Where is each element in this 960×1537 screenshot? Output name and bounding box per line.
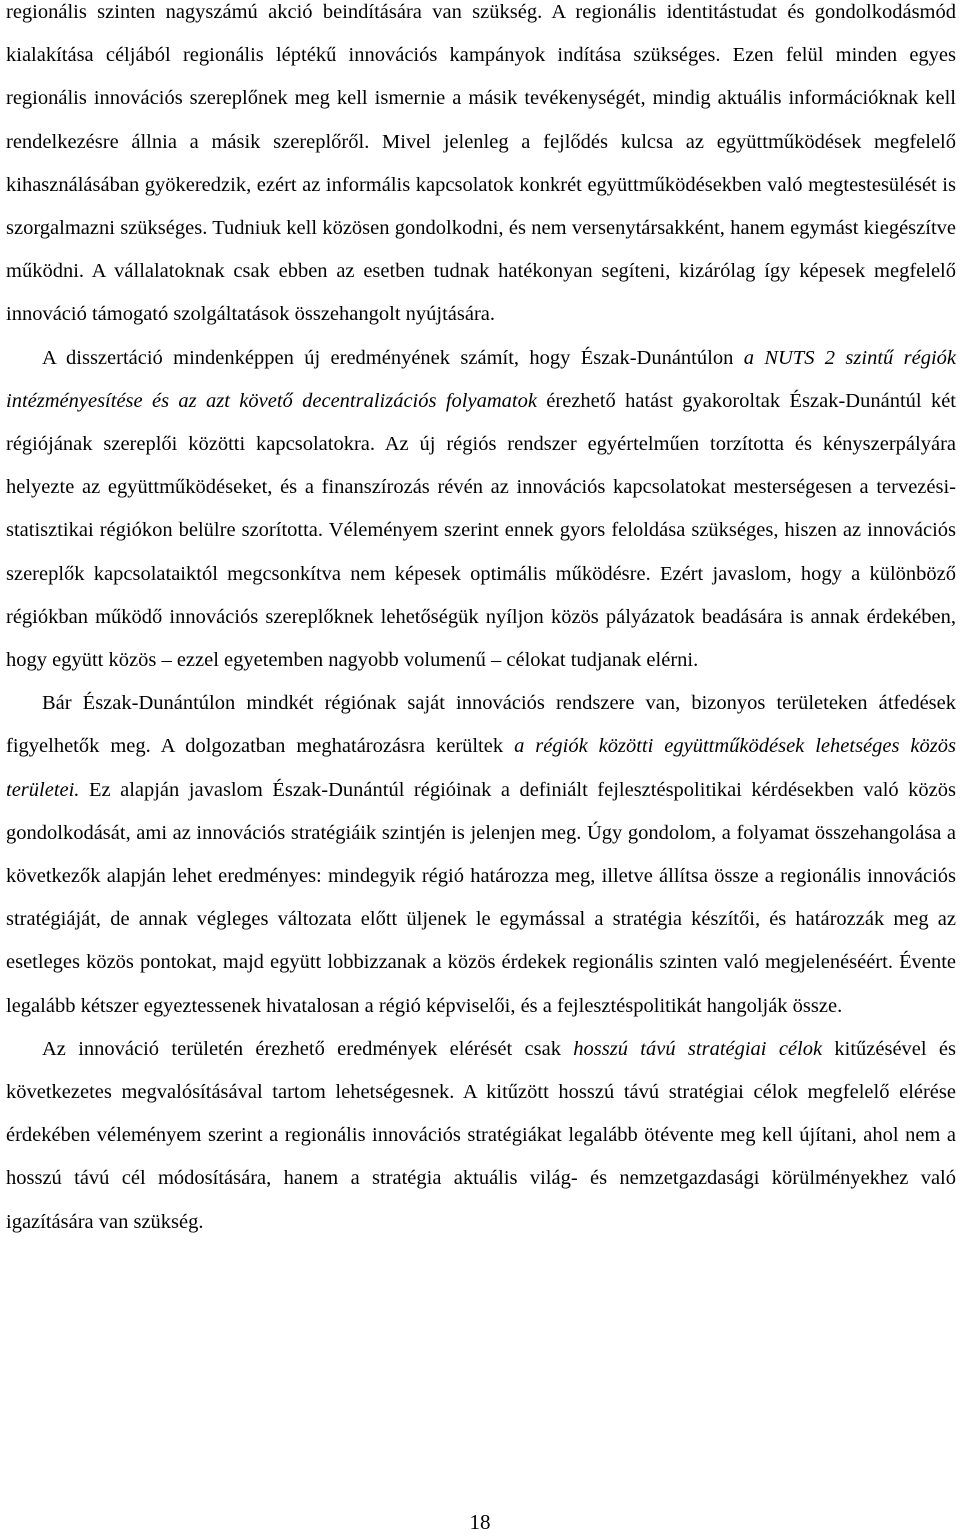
document-body <box>6 0 956 1244</box>
paragraph-3-text-b: Ez alapján javaslom Észak-Dunántúl régióinak a definiált fejlesztéspolitikai kérdésekben való közös gondolkodását, ami az innovációs stratégiáik szintjén is jelenjen meg. Úgy gondolom, a folyamat összehangolása a következők alapján lehet eredményes: mindegyik régió határozza meg, illetve állítsa össze a regionális innovációs stratégiáját, de annak végleges változata előtt üljenek le egymással a stratégia készítői, és határozzák meg az esetleges közös pontokat, majd együtt lobbizzanak a közös érdekek regionális szinten való megjelenéséért. Évente legalább kétszer egyeztessenek hivatalosan a régió képviselői, és a fejlesztéspolitikát hangolják össze. <box>6 778 956 1017</box>
paragraph-2-text-b: érezhető hatást gyakoroltak Észak-Dunántúl két régiójának szereplői közötti kapcsolatokra. Az új régiós rendszer egyértelműen torzította és kényszerpályára helyezte az együttműködéseket, és a finanszírozás révén az innovációs kapcsolatokat mesterségesen a tervezési-statisztikai régiókon belülre szorította. Véleményem szerint ennek gyors feloldása szükséges, hiszen az innovációs szereplők kapcsolataiktól megcsonkítva nem képesek optimális működésre. Ezért javaslom, hogy a különböző régiókban működő innovációs szereplőknek lehetőségük nyíljon közös pályázatok beadására is annak érdekében, hogy együtt közös – ezzel egyetemben nagyobb volumenű – célokat tudjanak elérni. <box>6 389 956 672</box>
paragraph-4-text-b: kitűzésével és következetes megvalósításával tartom lehetségesnek. A kitűzött hosszú távú stratégiai célok megfelelő elérése érdekében véleményem szerint a regionális innovációs stratégiákat legalább ötévente meg kell újítani, ahol nem a hosszú távú cél módosítására, hanem a stratégia aktuális világ- és nemzetgazdasági körülményekhez való igazítására van szükség. <box>6 1037 956 1233</box>
paragraph-dissertation-result <box>6 337 956 683</box>
paragraph-long-term-goals <box>6 1028 956 1244</box>
paragraph-4-text-a: Az innováció területén érezhető eredmények elérését csak <box>42 1037 574 1060</box>
paragraph-4-emphasis: hosszú távú stratégiai célok <box>573 1037 823 1060</box>
paragraph-3-emphasis: a régiók közötti együttműködések lehetséges közös területei. <box>6 735 956 801</box>
paragraph-overlap-areas <box>6 682 956 1028</box>
paragraph-continuation <box>6 0 956 337</box>
paragraph-2-emphasis: a NUTS 2 szintű régiók intézményesítése és az azt követő decentralizációs folyamatok <box>6 346 956 412</box>
paragraph-3-text-a: Bár Észak-Dunántúlon mindkét régiónak saját innovációs rendszere van, bizonyos területeken átfedések figyelhetők meg. A dolgozatban meghatározásra kerültek <box>6 692 956 758</box>
page-number: 18 <box>469 1510 491 1534</box>
paragraph-1-text: regionális szinten nagyszámú akció beindítására van szükség. A regionális identitástudat és gondolkodásmód kialakítása céljából regionális léptékű innovációs kampányok indítása szükséges. Ezen felül minden egyes regionális innovációs szereplőnek meg kell ismernie a másik tevékenységét, mindig aktuális információknak kell rendelkezésre állnia a másik szereplőről. Mivel jelenleg a fejlődés kulcsa az együttműködések megfelelő kihasználásában gyökeredzik, ezért az informális kapcsolatok konkrét együttműködésekben való megtestesülését is szorgalmazni szükséges. Tudniuk kell közösen gondolkodni, és nem versenytársakként, hanem egymást kiegészítve működni. A vállalatoknak csak ebben az esetben tudnak hatékonyan segíteni, kizárólag így képesek megfelelő innováció támogató szolgáltatások összehangolt nyújtására. <box>6 1 956 326</box>
paragraph-2-text-a: A disszertáció mindenképpen új eredményének számít, hogy Észak-Dunántúlon <box>42 346 744 369</box>
